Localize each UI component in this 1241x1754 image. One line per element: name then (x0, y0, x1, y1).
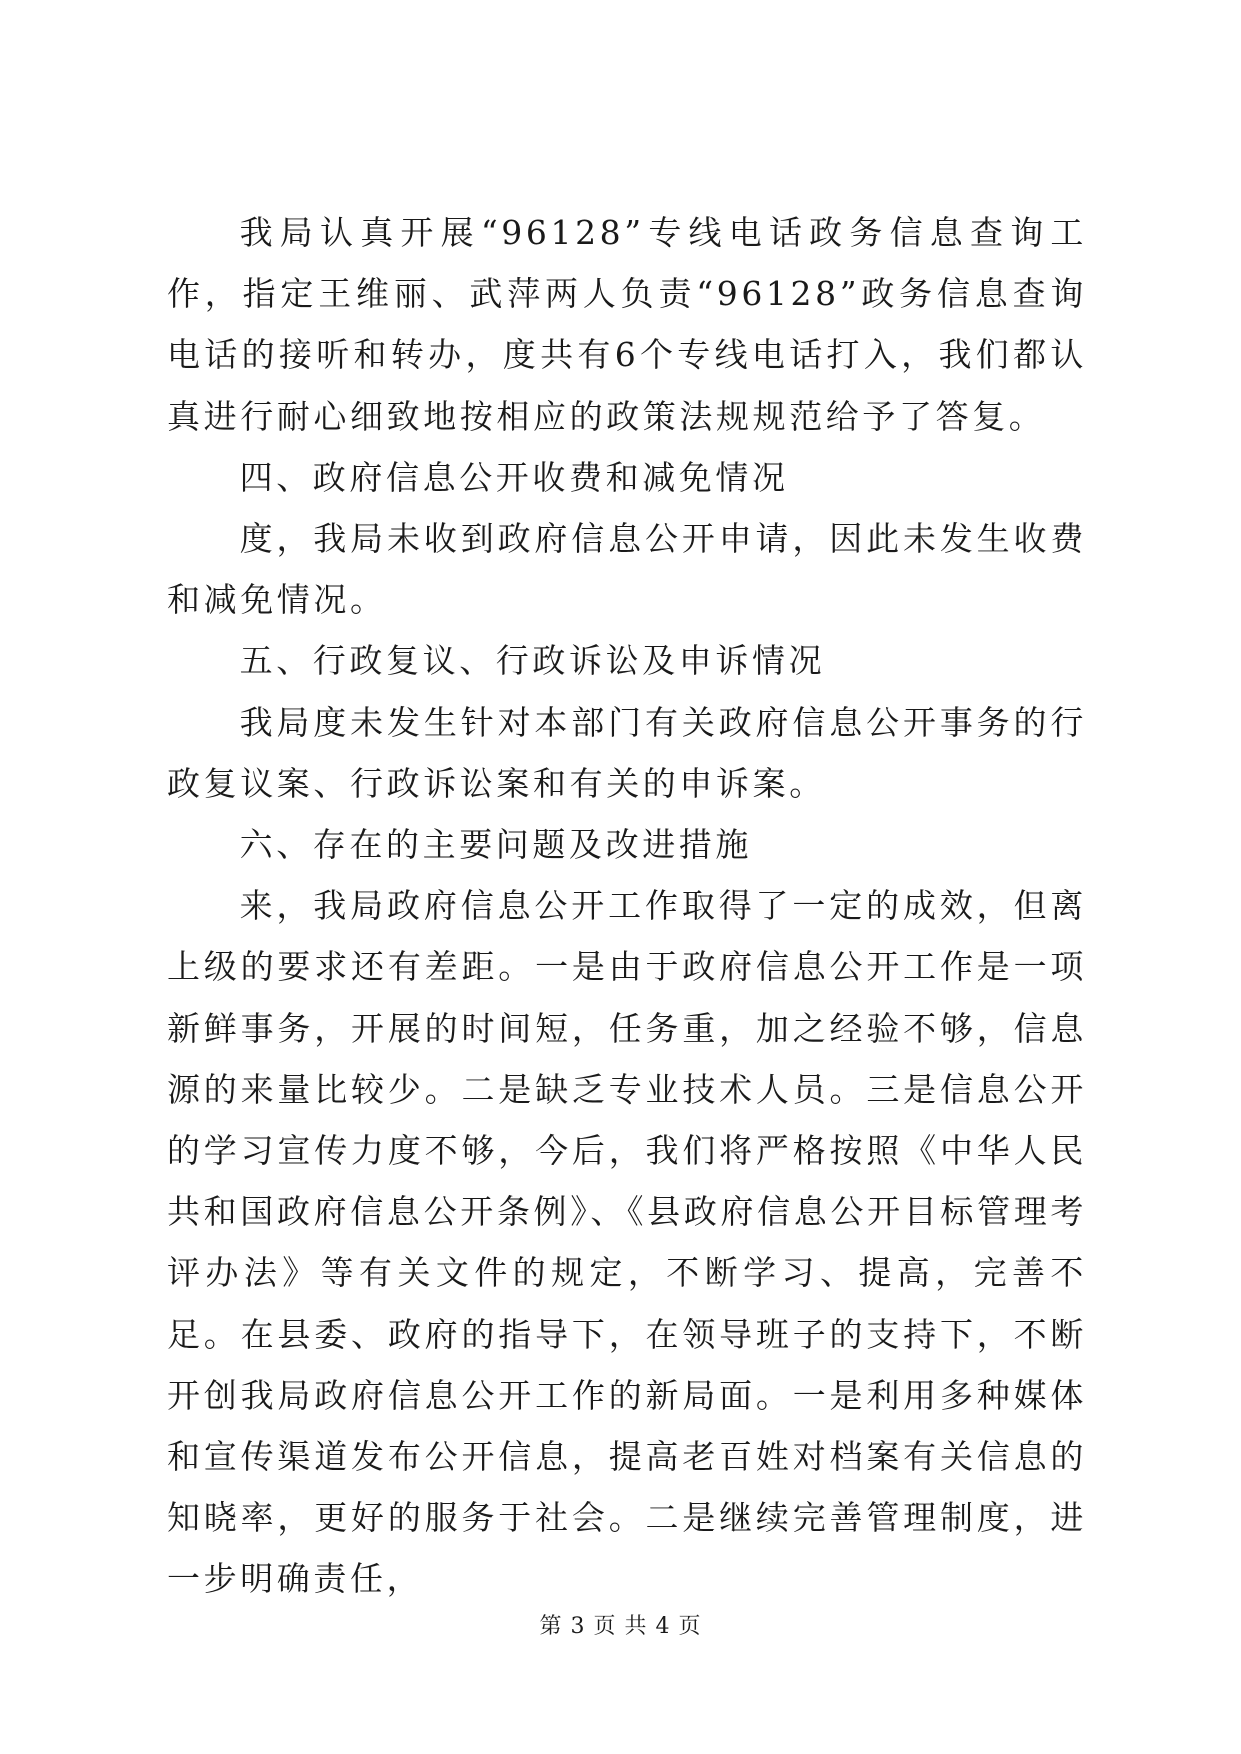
paragraph-fees: 度，我局未收到政府信息公开申请，因此未发生收费和减免情况。 (167, 519, 1087, 620)
paragraph-problems: 来，我局政府信息公开工作取得了一定的成效，但离上级的要求还有差距。一是由于政府信息公开工作是一项新鲜事务，开展的时间短，任务重，加之经验不够，信息源的来量比较少。二是缺乏专业技术人员。三是信息公开的学习宣传力度不够，今后，我们将严格按照《中华人民共和国政府信息公开条例》、《县政府信息公开目标管理考评办法》等有关文件的规定，不断学习、提高，完善不足。在县委、政府的指导下，在领导班子的支持下，不断开创我局政府信息公开工作的新局面。一是利用多种媒体和宣传渠道发布公开信息，提高老百姓对档案有关信息的知晓率，更好的服务于社会。二是继续完善管理制度，进一步明确责任， (167, 886, 1087, 1599)
paragraph-hotline: 我局认真开展“96128”专线电话政务信息查询工作，指定王维丽、武萍两人负责“96128”政务信息查询电话的接听和转办，度共有6个专线电话打入，我们都认真进行耐心细致地按相应的政策法规规范给予了答复。 (167, 213, 1087, 436)
section-heading-problems: 六、存在的主要问题及改进措施 (239, 825, 752, 865)
document-body (167, 202, 1087, 1610)
paragraph-review: 我局度未发生针对本部门有关政府信息公开事务的行政复议案、行政诉讼案和有关的申诉案。 (167, 702, 1087, 803)
section-heading-review: 五、行政复议、行政诉讼及申诉情况 (239, 641, 826, 681)
page-number-footer: 第 3 页 共 4 页 (539, 1614, 702, 1639)
section-heading-fees: 四、政府信息公开收费和减免情况 (239, 457, 789, 497)
